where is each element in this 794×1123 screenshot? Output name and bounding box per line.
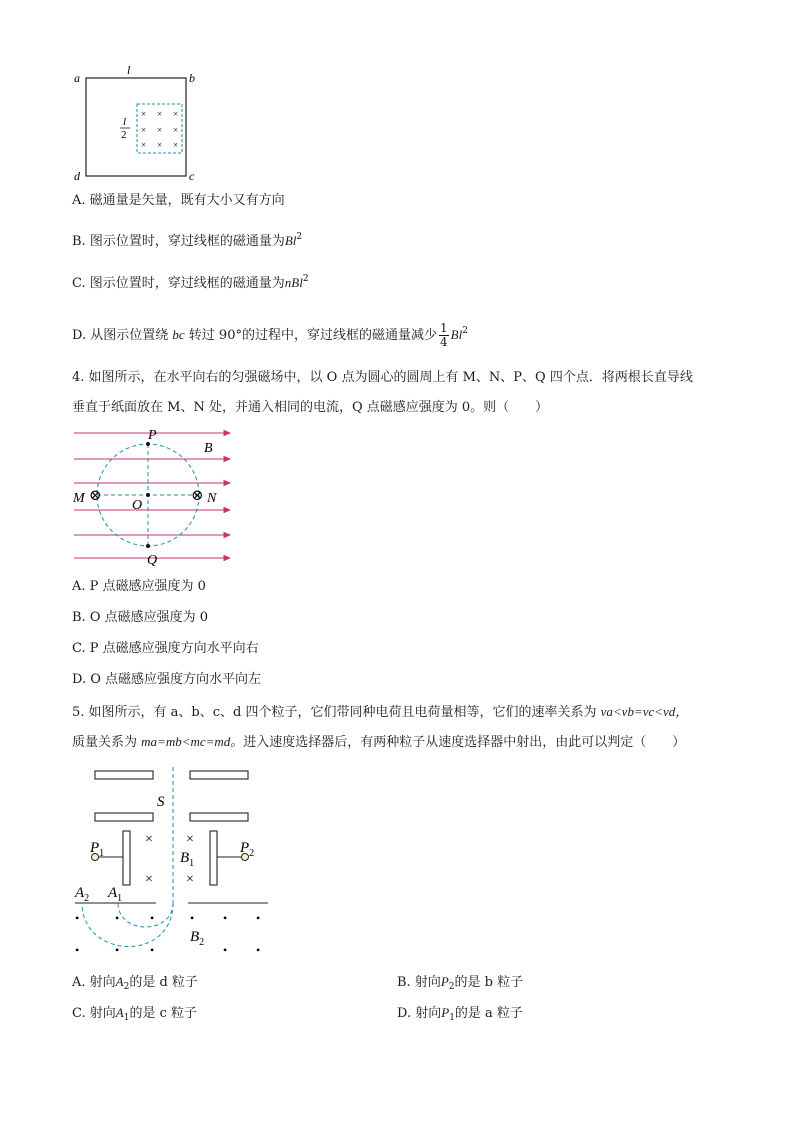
label-a1: $A_1$: [108, 885, 123, 904]
cross-mark: ×: [157, 140, 163, 150]
label-c: c: [189, 169, 195, 183]
plate-top-left: [95, 771, 153, 779]
label-s: S: [157, 794, 165, 810]
q5-figure: [70, 763, 275, 963]
q3-option-b: B. 图示位置时，穿过线框的磁通量为Bl$^2$: [72, 232, 303, 249]
cross-mark: ×: [145, 872, 153, 887]
label-a2: $A_2$: [75, 885, 90, 904]
cross-mark: ×: [141, 140, 147, 150]
selector-plate-left: [123, 831, 130, 885]
quarter-fraction: $\frac{1}{4}$: [439, 321, 448, 349]
trajectory-inner: [118, 903, 173, 927]
cross-mark: ×: [186, 832, 194, 847]
q4-option-c: C. P 点磁感应强度方向水平向右: [72, 641, 259, 656]
trajectory-outer: [82, 903, 173, 947]
q4-option-b: B. O 点磁感应强度为 0: [72, 610, 209, 625]
field-dot: •: [150, 943, 155, 957]
q4-stem-line1: 4. 如图所示，在水平向右的匀强磁场中，以 O 点为圆心的圆周上有 M、N、P、Q 四个点．将两根长直导线: [72, 370, 693, 385]
q4-option-a: A. P 点磁感应强度为 0: [72, 579, 206, 594]
field-dot: •: [256, 943, 261, 957]
label-d: d: [74, 169, 80, 183]
selector-plate-right: [210, 831, 217, 885]
q4-figure: [70, 424, 240, 570]
field-dot: •: [75, 943, 80, 957]
q5-option-c: C. 射向$A_1$的是 c 粒子: [72, 1005, 197, 1023]
q3-figure: [70, 66, 205, 184]
plate-mid-left: [95, 813, 153, 821]
field-dot: •: [115, 943, 120, 957]
label-p2: $P_2$: [240, 840, 255, 859]
label-n: N: [207, 491, 217, 506]
label-p: P: [148, 428, 157, 443]
label-m: M: [73, 491, 85, 506]
field-dot: •: [75, 911, 80, 925]
plate-top-right: [190, 771, 248, 779]
cross-marks: [141, 109, 178, 150]
label-p1: $P_1$: [90, 840, 105, 859]
wire-m-icon: ⊗: [89, 488, 102, 504]
label-b2: $B_2$: [190, 929, 205, 948]
q5-option-a: A. 射向$A_2$的是 d 粒子: [72, 974, 198, 992]
loop-frame: [86, 78, 186, 176]
q5-option-d: D. 射向$P_1$的是 a 粒子: [397, 1005, 523, 1023]
label-o: O: [132, 498, 143, 513]
cross-mark: ×: [145, 832, 153, 847]
cross-mark: ×: [157, 109, 163, 119]
q5-stem-line1: 5. 如图所示，有 a、b、c、d 四个粒子，它们带同种电荷且电荷量相等，它们的速率关系为 va<vb=vc<vd，: [72, 704, 689, 720]
field-dot: •: [256, 911, 261, 925]
label-b-field: B: [204, 441, 213, 456]
label-b1: $B_1$: [180, 850, 195, 869]
cross-mark: ×: [186, 872, 194, 887]
frac-den: 2: [121, 129, 127, 141]
label-q: Q: [147, 553, 158, 568]
q3-option-d: D. 从图示位置绕 bc 转过 90°的过程中，穿过线框的磁通量减少 $\frac{1}{4}$ Bl$^2$: [72, 321, 468, 349]
field-dot: •: [150, 911, 155, 925]
q5-option-b: B. 射向$P_2$的是 b 粒子: [397, 974, 524, 992]
label-a: a: [74, 71, 80, 85]
field-dot: •: [190, 911, 195, 925]
q3-option-a: A. 磁通量是矢量，既有大小又有方向: [72, 193, 285, 208]
field-dot: •: [115, 911, 120, 925]
plate-mid-right: [190, 813, 248, 821]
q4-option-d: D. O 点磁感应强度方向水平向左: [72, 672, 262, 687]
q4-stem-line2: 垂直于纸面放在 M、N 处，并通入相同的电流，Q 点磁感应强度为 0。则（ ）: [72, 400, 549, 415]
cross-mark: ×: [157, 125, 163, 135]
label-l: l: [127, 66, 131, 77]
point-q: [146, 544, 150, 548]
field-dot: •: [223, 911, 228, 925]
cross-mark: ×: [141, 109, 147, 119]
cross-mark: ×: [173, 125, 179, 135]
q5-stem-line2: 质量关系为 ma=mb<mc=md。进入速度选择器后，有两种粒子从速度选择器中射出，由此可以判定（ ）: [72, 734, 686, 750]
q3-option-c: C. 图示位置时，穿过线框的磁通量为nBl$^2$: [72, 274, 309, 291]
point-o: [146, 493, 150, 497]
cross-mark: ×: [173, 109, 179, 119]
cross-mark: ×: [141, 125, 147, 135]
frac-num: l: [123, 116, 127, 128]
cross-mark: ×: [173, 140, 179, 150]
wire-n-icon: ⊗: [191, 488, 204, 504]
label-b: b: [189, 71, 195, 85]
field-dot: •: [223, 943, 228, 957]
